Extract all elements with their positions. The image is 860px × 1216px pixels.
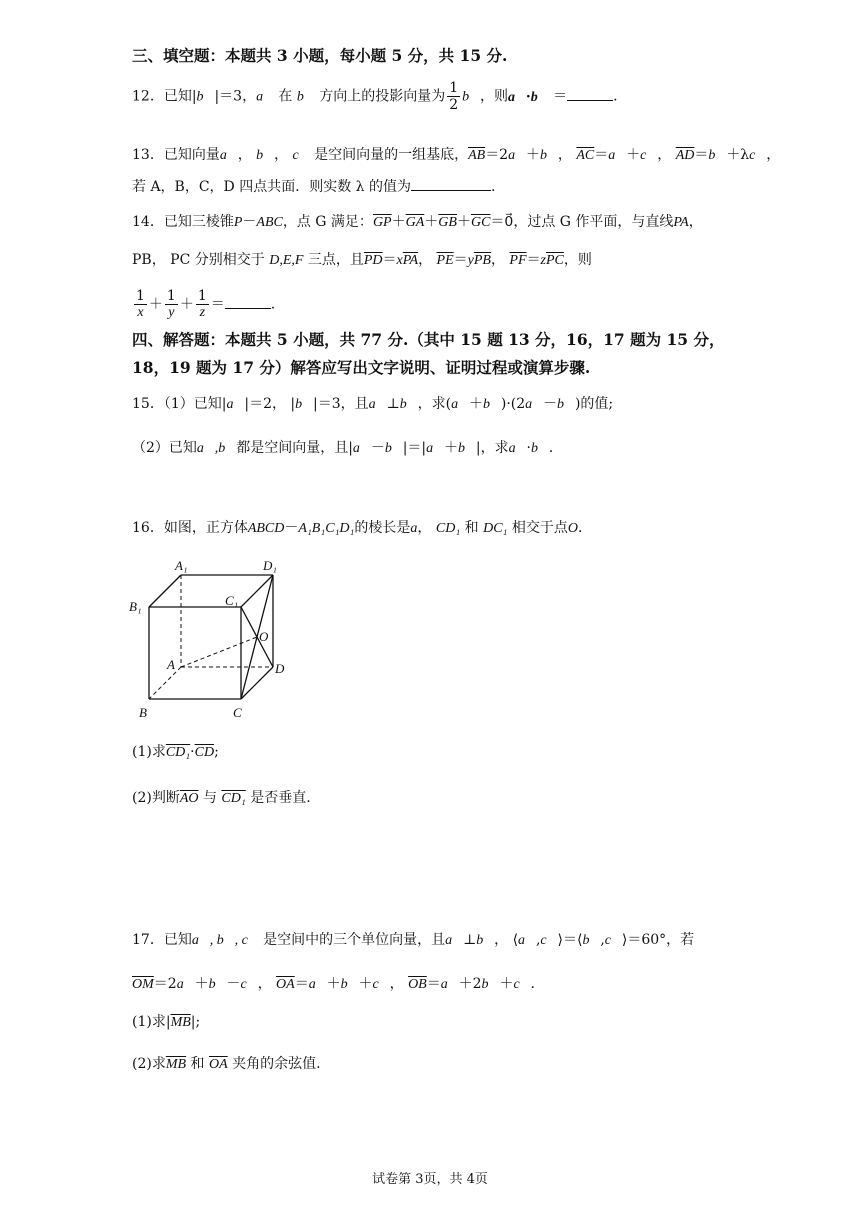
question-17-sub-1: (1)求$|\overline{MB}|$; bbox=[132, 1014, 201, 1030]
label-d: D bbox=[275, 661, 285, 676]
question-13: 13．已知向量a⃗， b⃗， c⃗ 是空间向量的一组基底，$\overline{AB}=2a⃗+b⃗$， $\overline{AC}=a⃗+c⃗$， $\overline{AD}=b⃗+\lambda c⃗$， bbox=[132, 147, 781, 163]
question-15-part-1: 15．（1）已知|a⃗|＝2， |b⃗|＝3，且a⃗⊥b⃗，求(a⃗＋b⃗)·(2a⃗－b⃗)的值; bbox=[132, 396, 614, 412]
label-a: A bbox=[167, 657, 175, 672]
question-14-line-2: PB， PC 分别相交于 D,E,F 三点，且$\overline{PD}=x\overline{PA}$， $\overline{PE}=y\overline{PB}$， $\overline{PF}=z\overline{PC}$，则 bbox=[132, 252, 592, 268]
label-b: B bbox=[139, 705, 147, 720]
question-15-part-2: （2）已知a⃗,b⃗都是空间向量，且|a⃗－b⃗|＝|a⃗＋b⃗|，求a⃗·b⃗． bbox=[132, 440, 563, 456]
question-13-line-2: 若 A，B，C，D 四点共面．则实数 λ 的值为 . bbox=[132, 176, 495, 197]
label-c: C bbox=[233, 705, 242, 720]
question-17: 17．已知a⃗, b⃗, c⃗ 是空间中的三个单位向量，且a⃗⊥b⃗， ⟨a⃗,c⃗⟩＝⟨b⃗,c⃗⟩＝60°，若 bbox=[132, 932, 695, 948]
page-footer: 试卷第 3页，共 4页 bbox=[372, 1172, 488, 1187]
cube-figure bbox=[125, 555, 295, 725]
question-17-line-2: $\overline{OM}=2a⃗+b⃗-c⃗$， $\overline{OA}=a⃗+b⃗+c⃗$， $\overline{OB}=a⃗+2b⃗+c⃗$. bbox=[132, 976, 535, 992]
question-16-sub-2: (2)判断$\overline{AO}$ 与 CD₁ 是否垂直. bbox=[132, 790, 311, 806]
label-d1: D₁ bbox=[263, 558, 277, 573]
question-16-sub-1: (1)求$CD_1\cdot\overline{CD}$; bbox=[132, 744, 219, 760]
question-16: 16．如图，正方体ABCD－A₁B₁C₁D₁的棱长是a， CD₁ 和 DC₁ 相交于点O． bbox=[132, 520, 593, 536]
section-3-heading: 三、填空题：本题共 3 小题，每小题 5 分，共 15 分. bbox=[132, 46, 508, 65]
label-a1: A₁ bbox=[175, 558, 188, 573]
question-17-sub-2: (2)求$\overline{MB}$ 和 $\overline{OA}$ 夹角的余弦值. bbox=[132, 1056, 321, 1072]
question-14-line-3: $\frac{1}{x}$ ＋ $\frac{1}{y}$ ＋ $\frac{1}{z}$ ＝ . bbox=[136, 288, 276, 320]
label-c1: C₁ bbox=[225, 593, 239, 608]
question-14: 14．已知三棱锥P－ABC，点 G 满足：$\overline{GP}+\overline{GA}+\overline{GB}+\overline{GC}=0⃗$，过点 G 作平面，与直线PA， bbox=[132, 214, 703, 230]
section-4-heading: 四、解答题：本题共 5 小题，共 77 分.（其中 15 题 13 分，16，17 题为 15 分， bbox=[132, 330, 725, 349]
question-12: 12．已知|b⃗|＝3，a⃗ 在 b⃗ 方向上的投影向量为 $\frac{1}{2}$ b⃗，则a⃗·b⃗ ＝ . bbox=[132, 80, 618, 113]
label-o: O bbox=[259, 629, 269, 644]
section-4-heading-line-2: 18，19 题为 17 分）解答应写出文字说明、证明过程或演算步骤. bbox=[132, 358, 591, 377]
label-b1: B₁ bbox=[129, 599, 142, 614]
